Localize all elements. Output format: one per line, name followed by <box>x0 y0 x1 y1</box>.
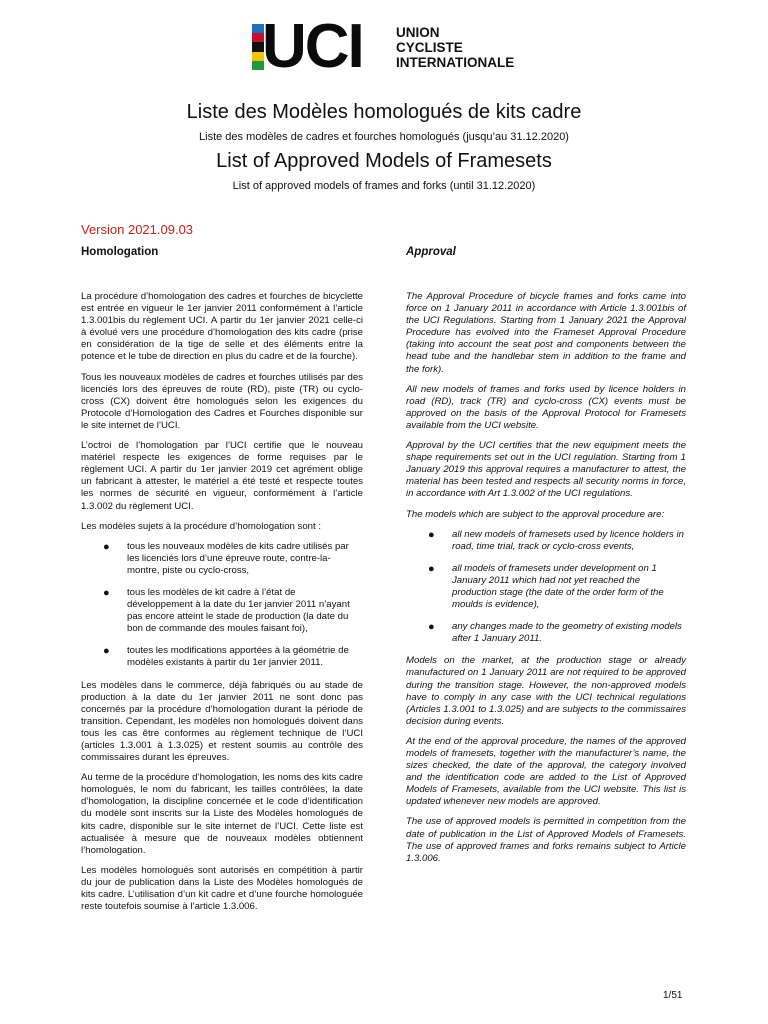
list-item: ● all new models of framesets used by licence holders in road, time trial, track or cyclo-cross events, <box>428 528 684 552</box>
organization-name <box>396 25 514 70</box>
page-number: 1/51 <box>663 990 683 1001</box>
list-item: ● tous les modèles de kit cadre à l’état de développement à la date du 1er janvier 2011 n’ayant pas encore atteint le stade de production (la date du bon de commande des moules faisant foi), <box>103 586 350 635</box>
org-line-1: UNION <box>396 25 440 40</box>
bullet-icon: ● <box>428 528 435 541</box>
en-paragraph-4: The models which are subject to the approval procedure are: <box>406 508 665 520</box>
version-label: Version 2021.09.03 <box>81 222 194 237</box>
heading-approval: Approval <box>406 246 456 258</box>
en-paragraph-6: At the end of the approval procedure, the names of the approved models of framesets, together with the manufacturer’s name, the sizes checked, the date of the approval, the category involved and the identification code are added to the List of Approved Models of Framesets, available from the UCI website. This list is updated whenever new models are approved. <box>406 735 686 808</box>
fr-bullet-list <box>81 541 363 670</box>
fr-paragraph-7: Les modèles homologués sont autorisés en compétition à partir du jour de publication dans la Liste des Modèles homologués de kits cadre. L’utilisation d’un kit cadre et d’une fourche homologuée reste toutefois soumise à l’article 1.3.006. <box>81 864 363 913</box>
uci-logo: UCI <box>262 12 363 81</box>
en-paragraph-2: All new models of frames and forks used by licence holders in road (RD), track (TR) and cyclo-cross (CX) events must be approved on the basis of the Approval Protocol for Framesets available from the UCI website. <box>406 383 686 431</box>
fr-paragraph-5: Les modèles dans le commerce, déjà fabriqués ou au stade de production à la date du 1er janvier 2011 ne sont donc pas concernés par la procédure d’homologation durant la période de transition. Cependant, les modèles non homologués doivent dans tous les cas être conformes au règlement technique de l’UCI (articles 1.3.001 à 1.3.025) et restent soumis au contrôle des commissaires durant les épreuves. <box>81 679 363 764</box>
org-line-2: CYCLISTE <box>396 40 463 55</box>
list-item: ● toutes les modifications apportées à la géométrie de modèles existants à partir du 1er janvier 2011. <box>103 645 349 669</box>
bullet-icon: ● <box>103 645 110 658</box>
fr-paragraph-6: Au terme de la procédure d’homologation, les noms des kits cadre homologués, le nom du fabricant, les tailles contrôlées, la date d’homologation, la discipline concernée et le code d’identification du modèle sont inscrits sur la Liste des Modèles homologués de kits cadre, disponible sur le site internet de l’UCI. Cette liste est actualisée à mesure que de nouveaux modèles obtiennent l’homologation. <box>81 772 363 856</box>
subtitle-english: List of approved models of frames and forks (until 31.12.2020) <box>232 180 536 192</box>
org-line-3: INTERNATIONALE <box>396 55 515 70</box>
en-paragraph-1: The Approval Procedure of bicycle frames and forks came into force on 1 January 2011 in accordance with Article 1.3.001bis of the UCI Regulations. Starting from 1 January 2021 the Approval Procedure has evolved into the Frameset Approval Procedure (taking into account the seat post and components between the head tube and the handlebar stem in addition to the frame and the fork). <box>406 291 686 375</box>
fr-paragraph-4: Les modèles sujets à la procédure d’homologation sont : <box>81 520 321 532</box>
bullet-icon: ● <box>428 621 435 634</box>
list-item: ● all models of framesets under development on 1 January 2011 which had not yet reached the production stage (the date of the order form of the moulds is evidence), <box>428 562 664 611</box>
list-item: ● any changes made to the geometry of existing models after 1 January 2011. <box>428 621 682 645</box>
english-column <box>406 291 686 873</box>
fr-paragraph-3: L’octroi de l’homologation par l’UCI certifie que le nouveau matériel respecte les exigences de forme requises par le règlement UCI. A partir du 1er janvier 2019 cet agrément oblige un fabricant à attester, le matériel a été testé et respecte toutes les normes de sécurité en vigueur, conformément à l’article 1.3.002 du règlement UCI. <box>81 440 363 512</box>
list-item: ● tous les nouveaux modèles de kits cadre utilisés par les licenciés lors d’une épreuve route, contre-la-montre, piste ou cyclo-cross, <box>103 540 349 576</box>
en-paragraph-3: Approval by the UCI certifies that the new equipment meets the shape requirements set out in the UCI regulation. Starting from 1 January 2019 this approval requires a manufacturer to attest, the material has been tested and respects all security norms in force, in accordance with Art 1.3.002 of the UCI regulations. <box>406 440 686 500</box>
en-paragraph-7: The use of approved models is permitted in competition from the date of publication in the List of Approved Models of Framesets. The use of approved frames and forks remains subject to Article 1.3.006. <box>406 816 686 864</box>
bullet-icon: ● <box>103 586 110 599</box>
subtitle-french: Liste des modèles de cadres et fourches homologués (jusqu’au 31.12.2020) <box>199 131 569 143</box>
title-french: Liste des Modèles homologués de kits cadre <box>186 101 582 123</box>
fr-paragraph-1: La procédure d’homologation des cadres et fourches de bicyclette est entrée en vigueur le 1er janvier 2011 conformément à l’article 1.3.001bis du règlement UCI. A partir du 1er janvier 2021 celle-ci à évolué vers une procédure d’homologation des kits cadre (prise en considération de la tige de selle et des éléments entre la potence et le tube de direction en plus du cadre et de la fourche). <box>81 291 363 363</box>
fr-paragraph-2: Tous les nouveaux modèles de cadres et fourches utilisés par des licenciés lors des épreuves de route (RD), piste (TR) ou cyclo-cross (CX) doivent être homologués selon les exigences du Protocole d’Homologation des Cadres et Fourches disponible sur le site internet de l’UCI. <box>81 371 363 431</box>
french-column <box>81 291 363 921</box>
en-bullet-list <box>406 529 686 646</box>
bullet-icon: ● <box>103 540 110 553</box>
heading-homologation: Homologation <box>81 246 159 258</box>
title-english: List of Approved Models of Framesets <box>216 150 552 172</box>
bullet-icon: ● <box>428 562 435 575</box>
en-paragraph-5: Models on the market, at the production stage or already manufactured on 1 January 2011 are not required to be approved during the transition stage. However, the non-approved models have to comply in any case with the UCI technical regulations (Articles 1.3.001 to 1.3.025) and are subjects to the commissaires decision during events. <box>406 655 686 727</box>
